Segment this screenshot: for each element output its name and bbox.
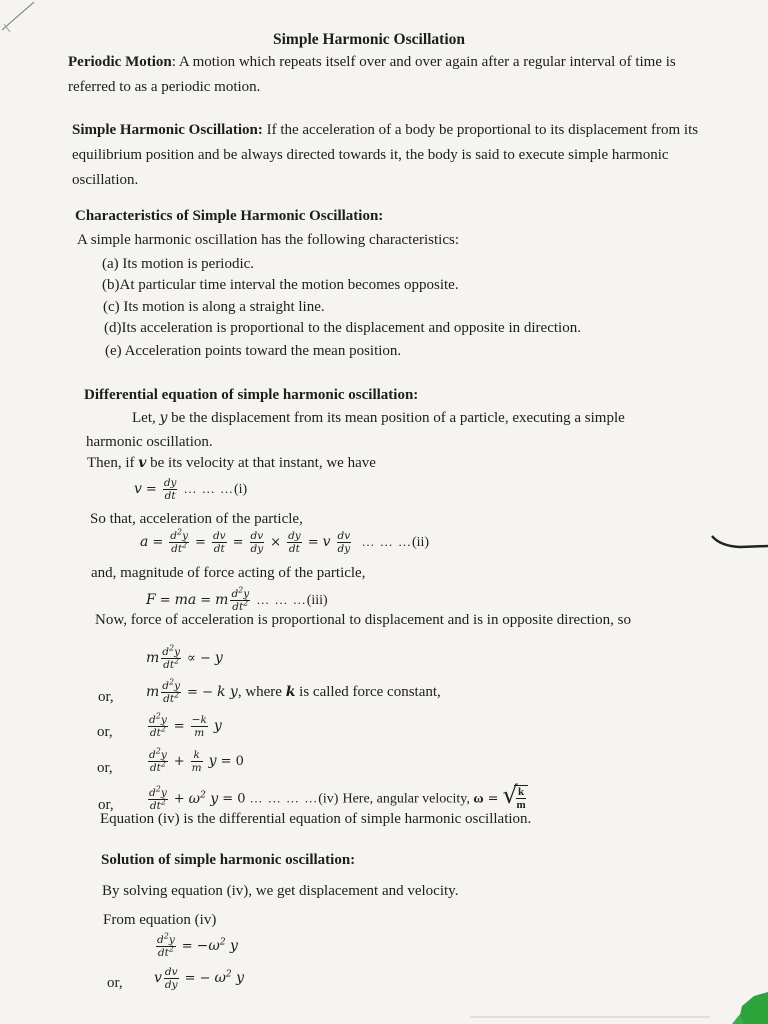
differential-heading: Differential equation of simple harmonic oscillation: xyxy=(84,387,419,403)
or-label: or, xyxy=(97,760,113,776)
characteristic-item: (a) Its motion is periodic. xyxy=(102,256,255,272)
characteristic-item: (d)Its acceleration is proportional to the displacement and opposite in direction. xyxy=(104,320,581,336)
green-mark-bottom-right xyxy=(728,990,768,1024)
let-line: Let, y be the displacement from its mean position of a particle, executing a simple xyxy=(132,410,625,426)
periodic-motion-heading: Periodic Motion xyxy=(68,54,172,70)
now-line: Now, force of acceleration is proportional to displacement and is in opposite direction, so xyxy=(95,612,631,628)
equation-iv: $\frac{d^2y}{dt^2}$ + $\omega^2$ y = 0 … … … …(iv) Here, angular velocity, ω = √ $\frac{k}{m}$ xyxy=(149,781,526,812)
characteristics-heading: Characteristics of Simple Harmonic Oscillation: xyxy=(75,208,384,224)
acceleration-line: So that, acceleration of the particle, xyxy=(90,511,303,527)
equation-acc-k-over-m: $\frac{d^2y}{dt^2}$ = $\frac{-k}{m}$ y xyxy=(149,711,222,739)
page-title: Simple Harmonic Oscillation xyxy=(273,31,466,48)
let-line-continued: harmonic oscillation. xyxy=(86,434,213,450)
sho-definition-paragraph xyxy=(72,118,708,193)
periodic-motion-text: : A motion which repeats itself over and over again after a regular interval of time is referred to as a periodic motion. xyxy=(68,54,676,95)
characteristic-item: (c) Its motion is along a straight line. xyxy=(103,299,325,315)
or-label: or, xyxy=(98,797,114,813)
force-magnitude-line: and, magnitude of force acting of the particle, xyxy=(91,565,366,581)
characteristic-item: (e) Acceleration points toward the mean position. xyxy=(105,343,402,359)
pen-mark-top-left xyxy=(0,0,40,36)
solution-equation-1: $\frac{d^2y}{dt^2}$ = $-\omega^2$ y xyxy=(157,931,238,959)
then-line: Then, if v be its velocity at that instant, we have xyxy=(87,455,376,471)
solution-line-2: From equation (iv) xyxy=(103,912,217,928)
pen-mark-right-margin xyxy=(710,530,768,552)
sho-definition-text: If the acceleration of a body be proportional to its displacement from its equilibrium position and be always directed towards it, the body is said to execute simple harmonic oscillation. xyxy=(72,122,699,188)
conclusion-line: Equation (iv) is the differential equation of simple harmonic oscillation. xyxy=(100,811,532,827)
equation-i: v = $\frac{dy}{dt}$ … … …(i) xyxy=(134,477,248,502)
bottom-faint-line xyxy=(470,1015,710,1019)
or-label: or, xyxy=(98,689,114,705)
solution-line-1: By solving equation (iv), we get displacement and velocity. xyxy=(102,883,459,899)
equation-iii: F = ma = m $\frac{d^2y}{dt^2}$ … … …(iii) xyxy=(146,585,328,613)
characteristic-item: (b)At particular time interval the motion becomes opposite. xyxy=(102,277,459,293)
equation-force-constant: m $\frac{d^2y}{dt^2}$ = − k y, where k is called force constant, xyxy=(146,677,441,705)
solution-equation-2: v $\frac{dv}{dy}$ = − $\omega^2$ y xyxy=(154,966,245,991)
equation-sum-zero: $\frac{d^2y}{dt^2}$ + $\frac{k}{m}$ y = 0 xyxy=(149,746,244,774)
or-label: or, xyxy=(97,724,113,740)
equation-proportional: m $\frac{d^2y}{dt^2}$ ∝ − y xyxy=(146,643,223,671)
equation-ii: a = $\frac{d^2y}{dt^2}$ = $\frac{dv}{dt}$ = $\frac{dv}{dy}$ × $\frac{dy}{dt}$ = v $\frac{dv}{dy}$ … … …(ii) xyxy=(140,527,430,555)
characteristics-intro: A simple harmonic oscillation has the following characteristics: xyxy=(77,232,459,248)
solution-heading: Solution of simple harmonic oscillation: xyxy=(101,852,356,868)
periodic-motion-paragraph xyxy=(68,50,708,100)
sho-definition-heading: Simple Harmonic Oscillation: xyxy=(72,122,263,138)
or-label: or, xyxy=(107,975,123,991)
